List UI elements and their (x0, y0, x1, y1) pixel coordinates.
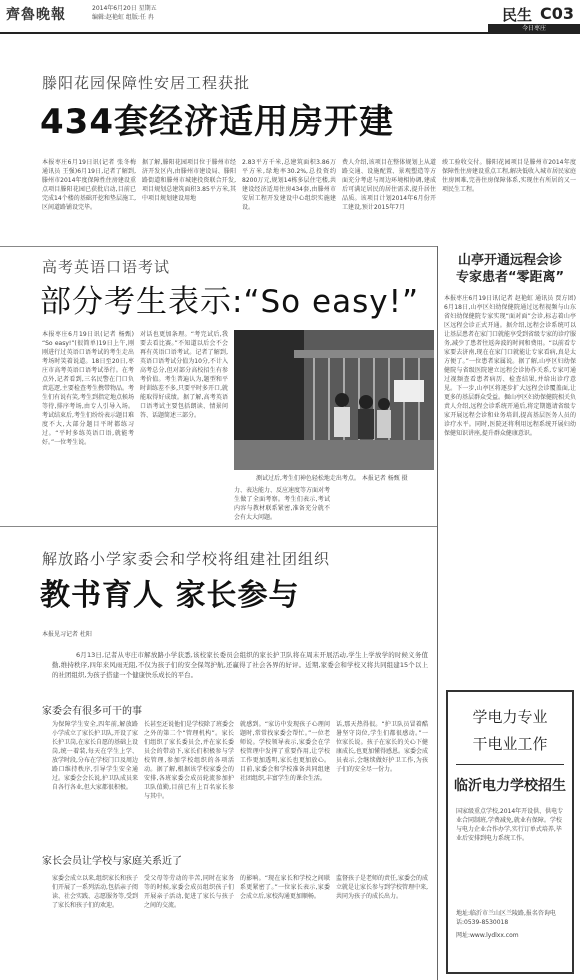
story3-headline: 教书育人 家长参与 (40, 578, 300, 613)
ad-school-name: 临沂电力学校招生 (454, 778, 566, 794)
section-title: 民生 (501, 6, 532, 24)
issue-date (92, 4, 157, 22)
story1-byline: 本报枣庄6月19日讯(记者 张冬梅 通讯员 王强) (42, 159, 136, 175)
ad-address: 地址:临沂市兰山区兰陵路,报名咨询电话:0539-8530018 (456, 910, 556, 926)
story1-col-2: 据了解,滕阳花园项目位于滕州市经济开发区内,由滕州市建设局、滕阳路街道和滕州市城建投资联合开发,项目规划总建筑面积3.85平方米,其中项目规划建设用地 (142, 159, 236, 202)
editor-text: 编辑:赵艳虹 组版:任 冉 (92, 14, 154, 21)
divider (0, 246, 437, 247)
story1-col-5: 竣工验收交付。滕阳花园项目是滕州市2014年度保障性住房建设重点工程,解决低收入城市居民家庭住房困难,完善住房保障体系,实现住有所居的又一项民生工程。 (442, 159, 576, 193)
story2-col-3: 力、表达能力、反应速度等方面对考生做了全面考察。考生们表示,考试内容与教材联系紧密,准备充分就不会有太大问题。 (234, 487, 330, 520)
ad-divider (456, 764, 564, 765)
story1-kicker: 滕阳花园保障性安居工程获批 (42, 74, 251, 92)
ad-website: 网址:www.lydlxx.com (456, 932, 519, 939)
story3-byline: 本报见习记者 杜阳 (42, 631, 92, 638)
side-title-1: 山亭开通远程会诊 (457, 253, 562, 268)
story1-col-1-text: 6月19日,记者了解到,滕州市2014年度保障性住房建设重点项目滕阳花园已获批启动,目前已完成14个楼的基础开挖和垫层施工,区间道路铺设完毕。 (42, 168, 136, 211)
sidebar-story (444, 252, 576, 686)
story3-sub2-col-4: 监督孩子是老师的责任,家委会的成立就是让家长参与到学校管理中来,共同为孩子的成长出力。 (336, 875, 428, 900)
story2-col-2: 对话也更加条理。“考完试后,我要去看比赛。”不知道以后会不会再有英语口语考试。记者了解到,英语口语考试分值为10分,不计入高考总分,但对部分高校招生有参考价值。考生普遍认为,题型和平时训练差不多,只要平时多开口,就能取得好成绩。据了解,高考英语口语考试主要包括朗读、情景问答、话题简述三部分。 (140, 331, 228, 419)
story3-sub1-col-4: 话,那天热得很。“护卫队员冒着酷暑坚守岗位,学生们都很感动。”一位家长说。孩子在家长的关心下健康成长,也更加懂得感恩。家委会成员表示,会继续做好护卫工作,为孩子们的安全尽一份力。 (336, 721, 428, 773)
story2-kicker: 高考英语口语考试 (42, 258, 171, 276)
photo-caption: 测试过后,考生们神色轻松地走出考点。 本报记者 杨甄 摄 (256, 475, 408, 482)
story2-byline: 本报枣庄6月19日讯(记者 杨甄) “So easy!”(很简单) (42, 331, 134, 347)
story3-sub1-col-3: 就感到。“家访中发现孩子心理问题时,常常找家委会帮忙。”一位老师说。学校领导表示,家委会在学校管理中发挥了重要作用,让学校工作更加透明,家长也更加放心。目前,家委会和学校准备共同组建社团组织,丰富学生的课余生活。 (240, 721, 330, 782)
story3-sub2-col-1: 家委会成立以来,组织家长和孩子们开展了一系列活动,包括亲子阅读、社会实践、志愿服务等,受到了家长和孩子们的欢迎。 (52, 875, 138, 909)
story3-lead: 6月13日,记者从枣庄市解放路小学获悉,该校家长委员会组织的家长护卫队将在周末开展活动,学生上学放学的时候义务值勤,维持秩序,四年来风雨无阻,不仅为孩子们的安全保驾护航,还赢得了社会各界的好评。近期,家委会和学校又将共同组建15个以上的社团组织,为孩子搭建一个健康快乐成长的平台。 (52, 651, 428, 679)
divider (0, 526, 437, 527)
story1-col-3: 2.83平方千米,总建筑面积3.86万平方米,绿地率30.2%,总投资约8200万元,规划14栋多层住宅楼,共建设经济适用住房434套,由滕州市安居工程开发建设中心组织实施建设。 (242, 159, 336, 211)
ad-line-2: 干电业工作 (472, 735, 548, 753)
exam-photo (234, 330, 434, 470)
story2-headline: 部分考生表示:“So easy!” (40, 284, 420, 320)
story1-col-1 (42, 158, 136, 240)
date-text: 2014年6月20日 星期五 (92, 5, 157, 12)
exam-photo-image (234, 330, 434, 470)
story3-kicker: 解放路小学家委会和学校将组建社团组织 (42, 550, 331, 568)
column-rule (437, 246, 438, 980)
page-number: C03 (539, 4, 574, 23)
story3-subhead-2: 家长会员让学校与家庭关系近了 (42, 856, 182, 867)
story2-col-1-text: 19日上午,刚刚进行过英语口语考试的考生走出考场时笑着说道。18日至20日,枣庄市高考英语口语考试举行。在考点外,记者看到,三名民警在门口负责巡逻,主要检查考生携带物品。考生们有说有笑,考生到指定地点候场等待,排序考场,由专人引导入场。考试结束后,考生们纷纷表示题目难度不大,大部分题目平时都练习过。“平时多练英语口语,就能考好。”一位考生说。 (42, 340, 134, 446)
story1-col-4: 费人介绍,该项目在整体规划上从道路交通、设施配置、景观塑造等方面充分考虑与周边环境相协调,建成后可满足居民的居住需求,提升居住品质。该项目计划2014年6月份开工建设,预计2015年7月 (342, 159, 436, 211)
story3-sub1-col-1: 为保障学生安全,四年前,解放路小学成立了家长护卫队,开设了家长护卫岗,在家长自愿的基础上设岗,统一着装,每天在学生上学、放学时段,分布在学校门口及周边路口维持秩序,引导学生安全通过。家委会会长说,护卫队成员来自各行各业,但大家都很积极。 (52, 721, 138, 791)
side-story-text: 本报枣庄6月19日讯(记者 赵艳虹 通讯员 贾方团) 6月18日,山亭区妇幼保健院通过远程视频与山东省妇幼保健院专家实现“面对面”会诊,标志着山亭区远程会诊正式开通。据介绍,远程会诊系统可以让基层患者在家门口就能享受到省级专家的诊疗服务,减少了患者往返奔波的时间和费用。“以前看专家要去济南,现在在家门口就能让专家看病,真是太方便了。”一位患者家属说。据了解,山亭区妇幼保健院与省级医院建立远程会诊协作关系,专家可通过视频查看患者病历、检查结果,并给出诊疗意见。下一步,山亭区将逐步扩大远程会诊覆盖面,让更多的基层群众受益。掘山亭区妇幼保健院相关负责人介绍,远程会诊系统开通后,将定期邀请省级专家开展远程会诊和业务培训,提高基层医务人员的诊疗水平。同时,医院还将利用远程系统开展妇幼保健知识讲座,提升群众健康意识。 (444, 295, 576, 437)
story3-sub2-col-3: 的影响。“现在家长和学校之间联系更紧密了。”一位家长表示,家委会成立后,家校沟通更加顺畅。 (240, 875, 330, 900)
story3-sub1-col-2: 长甚至还说他们是学校除了班委会之外的第二个“管理机构”。家长们组织了家长委员会,并在家长委员会的带动下,家长们积极参与学校管理,参加学校组织的各项活动。据了解,根据该学校家委会的安排,各班家委会成员轮流参加护卫队值勤,目前已有上百名家长参与其中。 (144, 721, 234, 800)
story2-col-1 (42, 330, 134, 520)
ad-text: 国家级重点学校,2014年开设供、供电专业合同制班,学费减免,就业有保障。学校与电力企业合作办学,实行订单式培养,毕业后安排到电力系统工作。 (456, 808, 564, 842)
section-strip: 今日枣庄 (488, 24, 580, 34)
school-ad (446, 690, 574, 974)
story3-sub2-col-2: 受父母等劳动的辛苦,同时在家务等的时候,家委会成员组织孩子们开展亲子活动,促进了家长与孩子之间的交流。 (144, 875, 234, 909)
newspaper-logo: 齊魯晚報 (6, 7, 66, 23)
masthead (0, 0, 580, 34)
story1-headline: 434套经济适用房开建 (40, 102, 394, 142)
side-title-2: 专家患者“零距离” (455, 270, 565, 285)
ad-line-1: 学电力专业 (472, 708, 548, 726)
story3-subhead-1: 家委会有很多可干的事 (42, 706, 142, 717)
